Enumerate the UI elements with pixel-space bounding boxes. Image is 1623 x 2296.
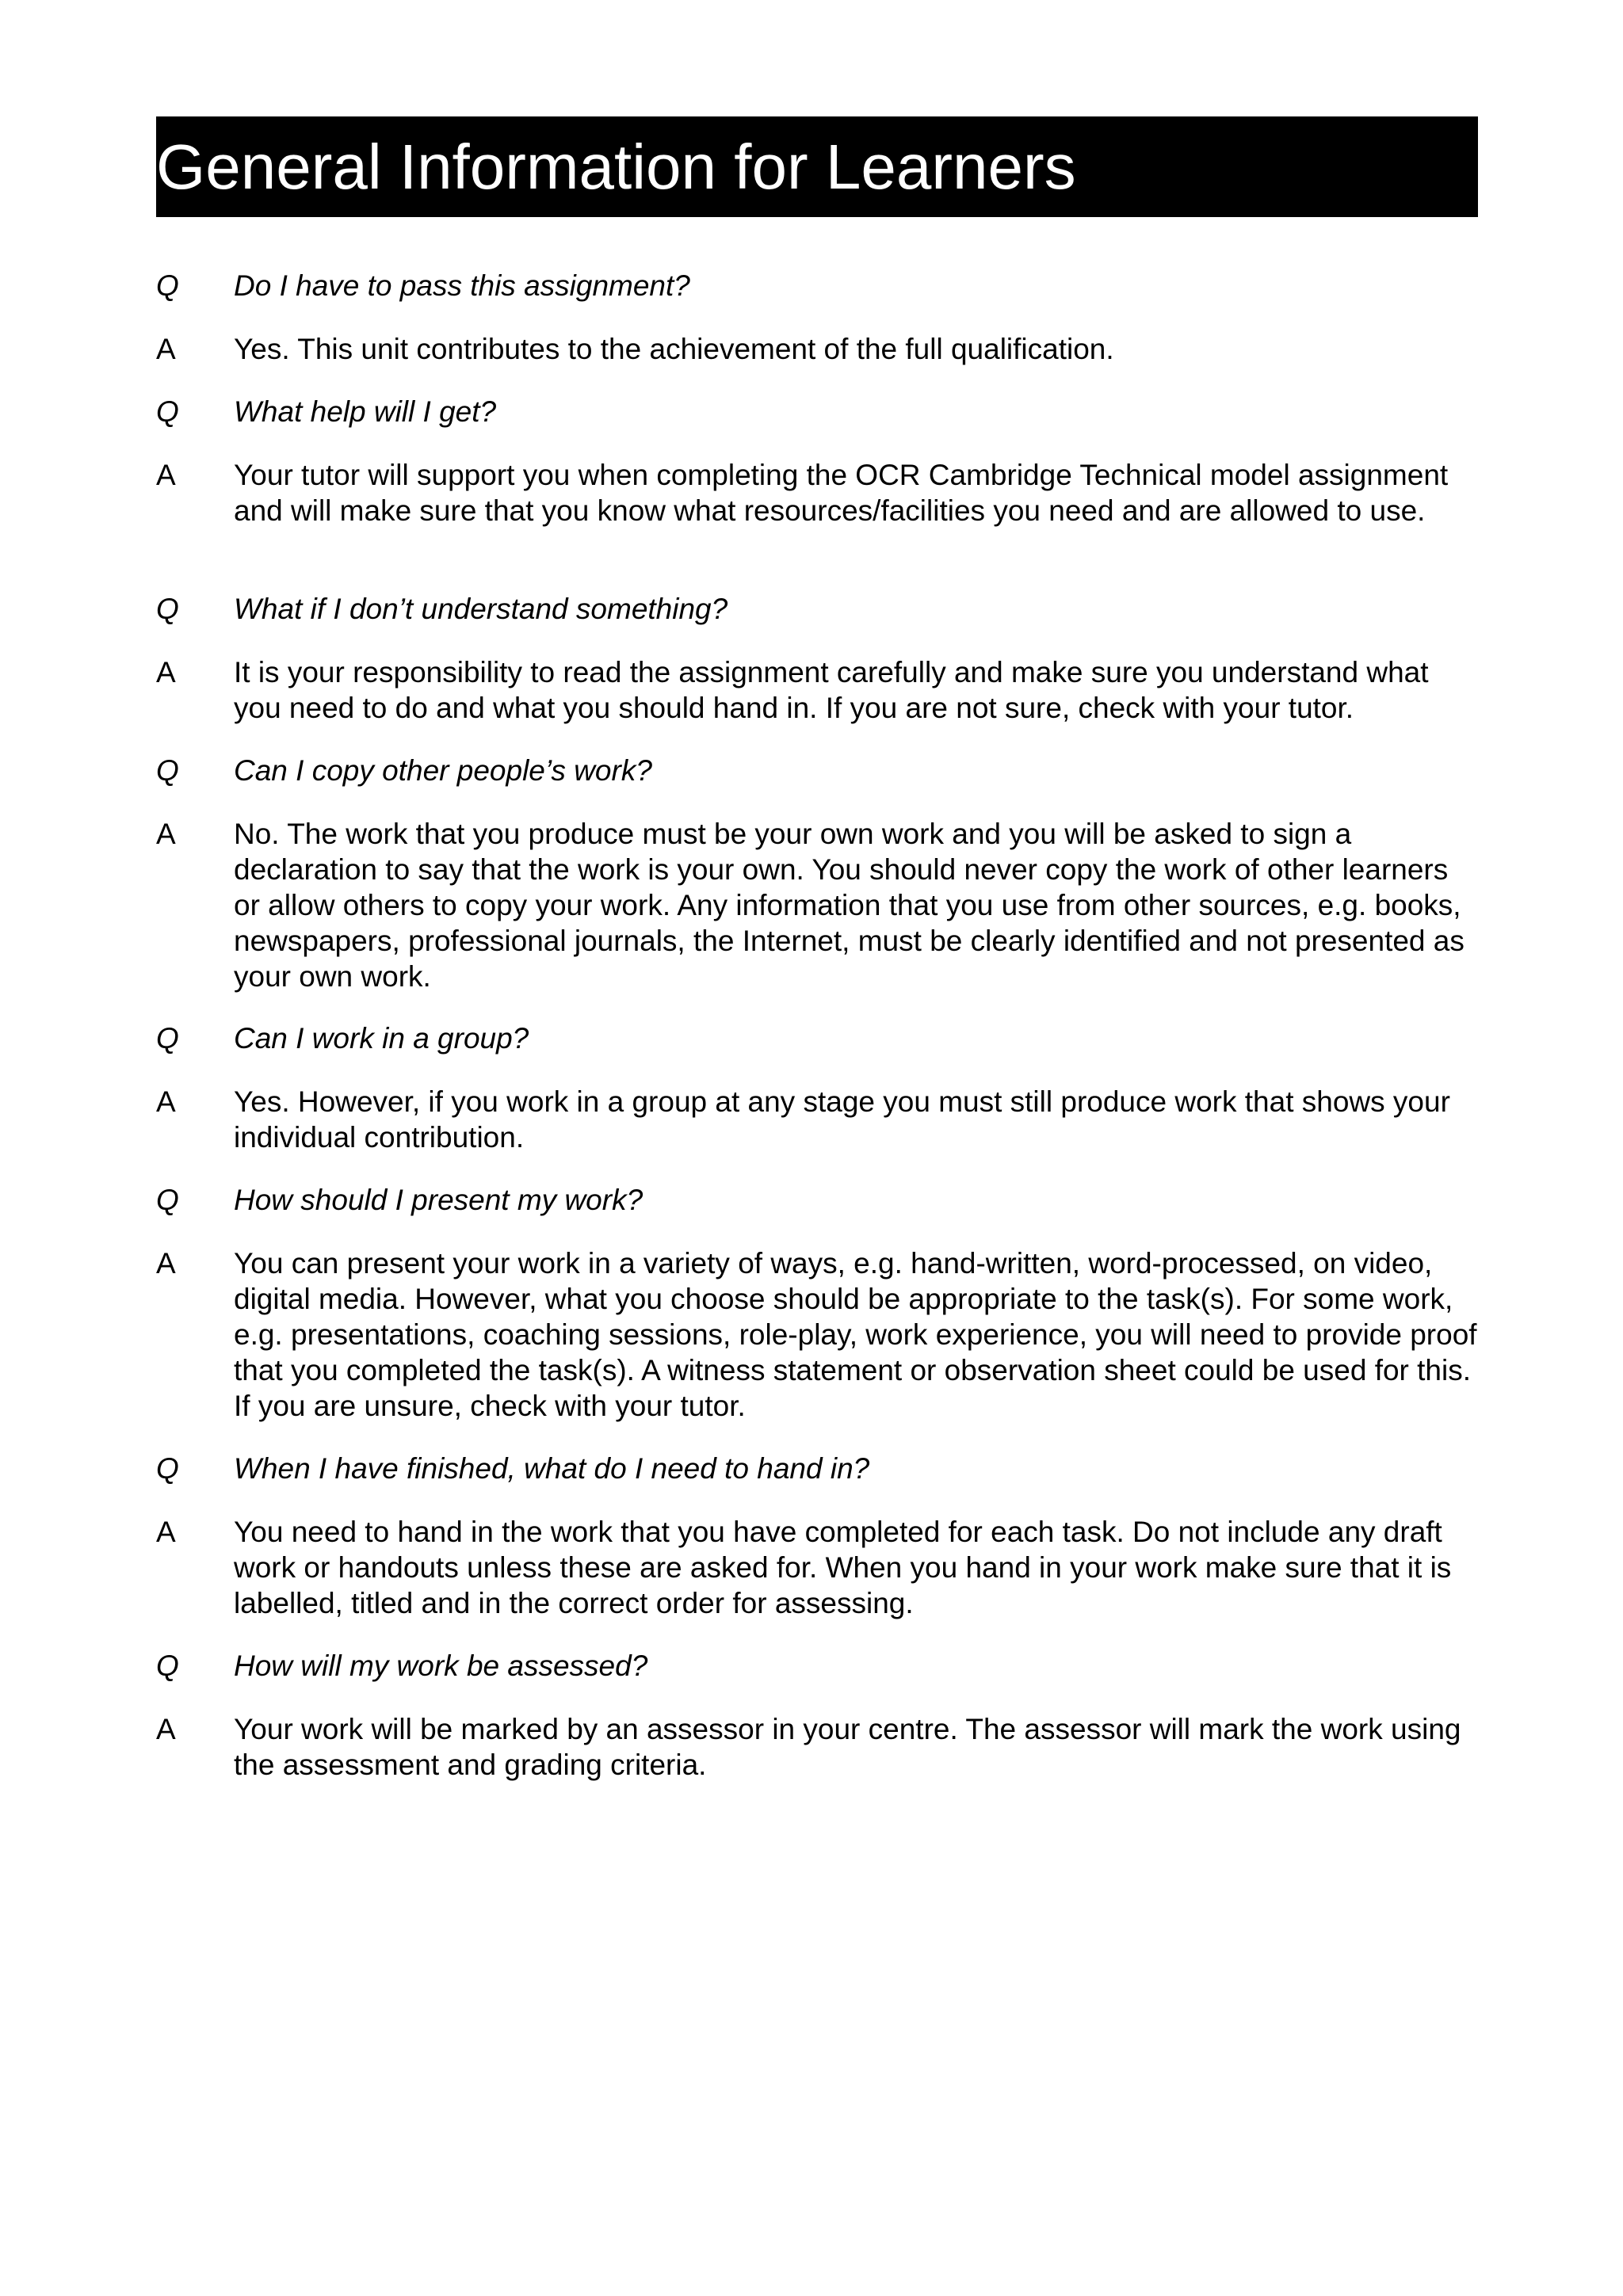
answer-item (156, 654, 1478, 726)
question-marker: Q (156, 1184, 179, 1216)
question-marker: Q (156, 1022, 179, 1055)
question-text: Do I have to pass this assignment? (234, 269, 690, 302)
answer-item (156, 1245, 1478, 1424)
answer-item (156, 331, 1478, 367)
question-text: Can I copy other people’s work? (234, 754, 652, 787)
answer-item (156, 1711, 1478, 1783)
answer-marker: A (156, 1085, 176, 1118)
answer-marker: A (156, 1713, 176, 1745)
question-marker: Q (156, 1650, 179, 1682)
title-banner (156, 116, 1478, 217)
question-text: What if I don’t understand something? (234, 593, 728, 625)
answer-item (156, 816, 1478, 994)
answer-marker: A (156, 818, 176, 850)
question-text: What help will I get? (234, 395, 497, 428)
answer-item (156, 1084, 1478, 1155)
question-text: How should I present my work? (234, 1184, 643, 1216)
question-item (156, 1648, 1478, 1684)
answer-item (156, 1514, 1478, 1621)
question-item (156, 753, 1478, 788)
question-item (156, 268, 1478, 303)
answer-item (156, 457, 1478, 528)
answer-text: Yes. However, if you work in a group at any stage you must still produce work that shows your individual contribution. (234, 1085, 1450, 1154)
question-marker: Q (156, 1452, 179, 1485)
question-marker: Q (156, 593, 179, 625)
answer-text: Your tutor will support you when completing the OCR Cambridge Technical model assignment and will make sure that you know what resources/facilities you need and are allowed to use. (234, 459, 1449, 527)
answer-text: You need to hand in the work that you have completed for each task. Do not include any draft work or handouts unless these are asked for. When you hand in your work make sure that it is labelled, titled and in the correct order for assessing. (234, 1516, 1452, 1619)
question-marker: Q (156, 395, 179, 428)
answer-text: You can present your work in a variety of ways, e.g. hand-written, word-processed, on video, digital media. However, what you choose should be appropriate to the task(s). For some work, e.g. presentations, coaching sessions, role-play, work experience, you will need to provide proof that you completed the task(s). A witness statement or observation sheet could be used for this. If you are unsure, check with your tutor. (234, 1247, 1477, 1422)
answer-text: Your work will be marked by an assessor in your centre. The assessor will mark the work using the assessment and grading criteria. (234, 1713, 1461, 1781)
answer-text: Yes. This unit contributes to the achievement of the full qualification. (234, 333, 1114, 365)
question-marker: Q (156, 269, 179, 302)
answer-text: No. The work that you produce must be your own work and you will be asked to sign a declaration to say that the work is your own. You should never copy the work of other learners or allow others to copy your work. Any information that you use from other sources, e.g. books, newspapers, professional journals, the Internet, must be clearly identified and not presented as your own work. (234, 818, 1465, 993)
answer-text: It is your responsibility to read the assignment carefully and make sure you understand what you need to do and what you should hand in. If you are not sure, check with your tutor. (234, 656, 1429, 724)
answer-marker: A (156, 333, 176, 365)
answer-marker: A (156, 1516, 176, 1548)
question-text: Can I work in a group? (234, 1022, 529, 1055)
question-item (156, 394, 1478, 429)
question-item (156, 1182, 1478, 1218)
answer-marker: A (156, 459, 176, 491)
question-text: When I have finished, what do I need to hand in? (234, 1452, 870, 1485)
answer-marker: A (156, 1247, 176, 1280)
answer-marker: A (156, 656, 176, 688)
question-text: How will my work be assessed? (234, 1650, 648, 1682)
question-marker: Q (156, 754, 179, 787)
question-item (156, 591, 1478, 627)
page-title: General Information for Learners (156, 131, 1076, 202)
question-item (156, 1020, 1478, 1056)
question-item (156, 1451, 1478, 1486)
